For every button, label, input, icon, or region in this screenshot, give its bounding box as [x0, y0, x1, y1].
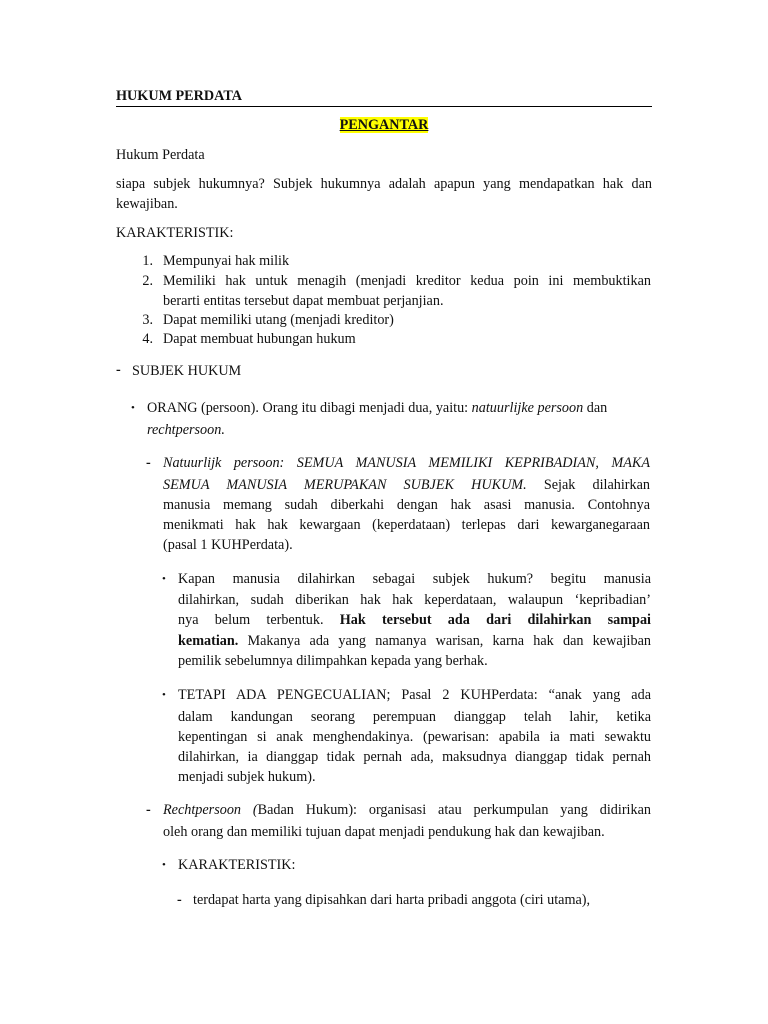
natuurlijk-line-2 [163, 475, 650, 495]
recht-line-1 [163, 800, 651, 820]
natuurlijk-line-5: (pasal 1 KUHPerdata). [163, 537, 293, 553]
natuurlijk-emphasis: SEMUA MANUSIA MERUPAKAN SUBJEK HUKUM. [163, 477, 527, 493]
section-title [116, 116, 652, 134]
section-title-text: PENGANTAR [339, 117, 429, 133]
karakteristik-heading: KARAKTERISTIK: [116, 225, 234, 241]
kapan-text-cont: Makanya ada yang namanya warisan, karna hak dan kewajiban [238, 633, 651, 649]
rechtpersoon-term: rechtpersoon. [147, 422, 225, 438]
intro-heading: Hukum Perdata [116, 147, 205, 163]
kapan-line-4 [178, 631, 651, 651]
dash-marker: - [146, 802, 151, 818]
list-item-number: 3. [142, 312, 153, 328]
kapan-line-5: pemilik sebelumnya dilimpahkan kepada yang berhak. [178, 653, 488, 669]
subjek-heading: SUBJEK HUKUM [132, 363, 242, 379]
list-item-number: 4. [142, 331, 153, 347]
intro-text-line-1: siapa subjek hukumnya? Subjek hukumnya adalah apapun yang mendapatkan hak dan [116, 176, 652, 192]
natuurlijk-line-1: Natuurlijk persoon: SEMUA MANUSIA MEMILIKI KEPRIBADIAN, MAKA [163, 455, 650, 471]
list-item: Mempunyai hak milik [163, 253, 290, 269]
list-item: Dapat memiliki utang (menjadi kreditor) [163, 312, 394, 328]
tetapi-line-3: kepentingan si anak menghendakinya. (pewarisan: apabila ia mati sewaktu [178, 729, 651, 745]
orang-text: ORANG (persoon). Orang itu dibagi menjadi dua, yaitu: [147, 400, 472, 416]
orang-paragraph-line-1 [147, 398, 652, 418]
tetapi-line-5: menjadi subjek hukum). [178, 769, 316, 785]
tetapi-line-4: dilahirkan, ia dianggap tidak pernah ada, maksudnya dianggap tidak pernah [178, 749, 651, 765]
natuurlijke-term: natuurlijke persoon [471, 400, 584, 416]
kapan-emphasis-end: kematian. [178, 633, 239, 649]
bullet-marker: • [131, 402, 135, 414]
document-header: HUKUM PERDATA [116, 87, 652, 107]
dash-marker: - [116, 362, 121, 378]
list-item-number: 1. [142, 253, 153, 269]
list-item-continuation: berarti entitas tersebut dapat membuat perjanjian. [163, 293, 444, 309]
dash-marker: - [146, 455, 151, 471]
kapan-line-1: Kapan manusia dilahirkan sebagai subjek hukum? begitu manusia [178, 571, 651, 587]
natuurlijk-line-3: manusia memang sudah diberkahi dengan hak asasi manusia. Contohnya [163, 497, 650, 513]
kapan-text: nya belum terbentuk. [178, 612, 340, 628]
dash-marker: - [177, 892, 182, 908]
bullet-marker: • [162, 573, 166, 585]
list-item-number: 2. [142, 273, 153, 289]
recht-text: Badan Hukum): organisasi atau perkumpulan yang didirikan [257, 802, 651, 818]
kapan-line-3 [178, 610, 651, 630]
rechtpersoon-label: Rechtpersoon ( [163, 802, 258, 818]
intro-text-line-2: kewajiban. [116, 196, 178, 212]
natuurlijk-line-4: menikmati hak hak kewargaan (keperdataan) terlepas dari kewarganegaraan [163, 517, 650, 533]
bullet-marker: • [162, 689, 166, 701]
karakteristik-2-heading: KARAKTERISTIK: [178, 857, 296, 873]
bullet-marker: • [162, 859, 166, 871]
natuurlijk-text: Sejak dilahirkan [526, 477, 650, 493]
tetapi-line-2: dalam kandungan seorang perempuan dianggap telah lahir, ketika [178, 709, 651, 725]
list-item: Memiliki hak untuk menagih (menjadi kreditor kedua poin ini membuktikan [163, 273, 651, 289]
tetapi-line-1: TETAPI ADA PENGECUALIAN; Pasal 2 KUHPerdata: “anak yang ada [178, 687, 651, 703]
recht-line-2: oleh orang dan memiliki tujuan dapat menjadi pendukung hak dan kewajiban. [163, 824, 605, 840]
list-item: Dapat membuat hubungan hukum [163, 331, 356, 347]
kapan-line-2: dilahirkan, sudah diberikan hak hak keperdataan, walaupun ‘kepribadian’ [178, 592, 651, 608]
harta-line: terdapat harta yang dipisahkan dari harta pribadi anggota (ciri utama), [193, 892, 591, 908]
kapan-emphasis: Hak tersebut ada dari dilahirkan sampai [339, 612, 651, 628]
orang-text-end: dan [583, 400, 608, 416]
